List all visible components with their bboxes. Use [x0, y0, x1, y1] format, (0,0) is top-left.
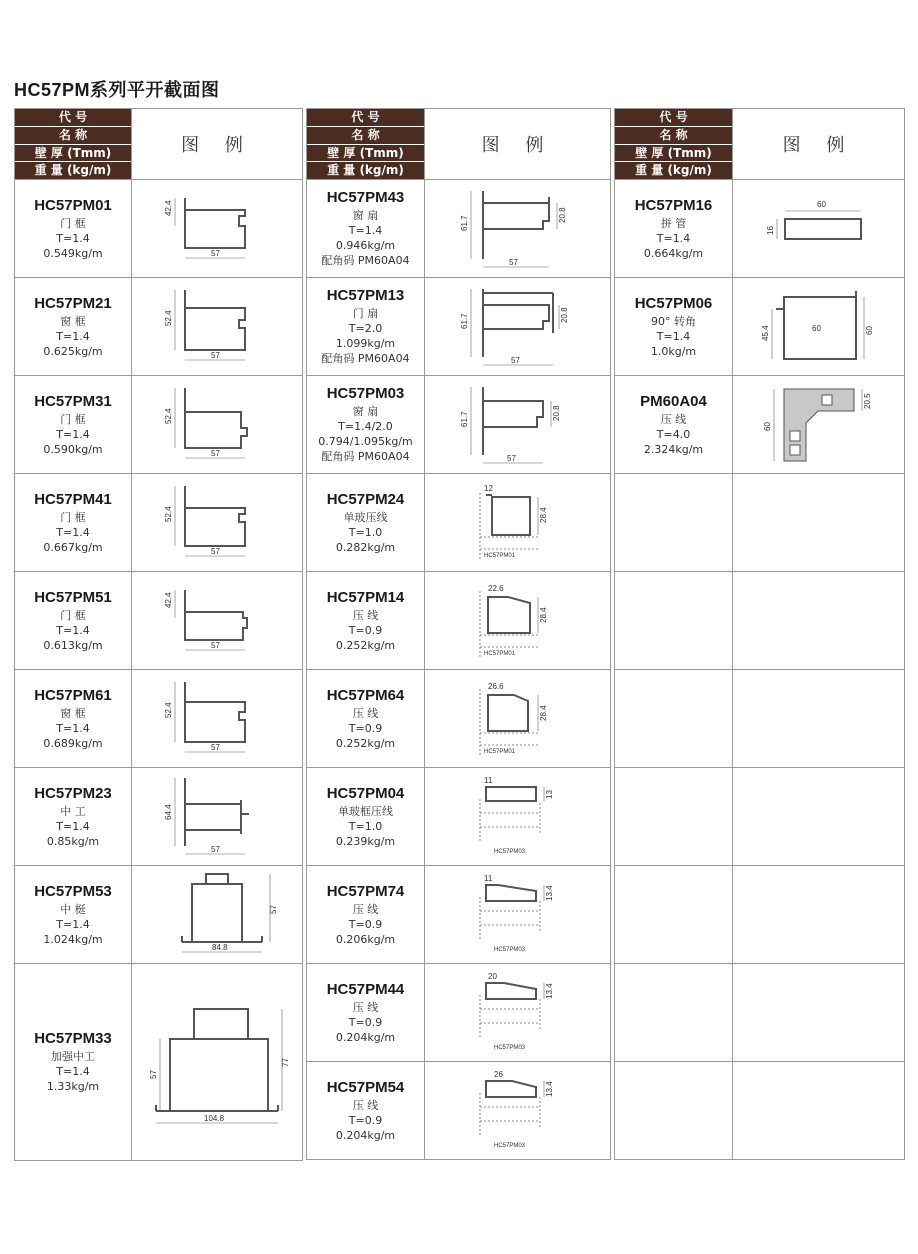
- profile-weight: 0.206kg/m: [335, 932, 396, 946]
- profile-thickness: T=1.4: [656, 231, 691, 245]
- dim-bead-height: 13.4: [544, 884, 554, 901]
- profile-weight: 0.689kg/m: [43, 736, 103, 750]
- reference-profile: HC57PM03: [493, 1142, 525, 1149]
- profile-info: [615, 180, 733, 278]
- empty-row: [615, 964, 905, 1062]
- profile-figure: [132, 866, 303, 964]
- dim-bead-height: 28.4: [538, 704, 548, 721]
- dim-width: 60: [816, 199, 826, 209]
- profile-figure: [132, 964, 303, 1161]
- dim-height: 57: [269, 904, 278, 914]
- profile-info: [15, 964, 132, 1161]
- profile-figure: [132, 180, 303, 278]
- profile-name: 门 框: [60, 216, 86, 230]
- profile-info: [15, 180, 132, 278]
- header-label-stack: [15, 109, 132, 180]
- profile-name: 拼 管: [660, 216, 687, 230]
- profile-figure: [733, 278, 905, 376]
- profile-name: 窗 框: [60, 706, 86, 720]
- profile-thickness: T=1.0: [348, 525, 383, 539]
- header-weight: 重 量 (kg/m): [615, 162, 732, 179]
- profile-drawing: [157, 284, 277, 370]
- profile-info: [307, 474, 425, 572]
- profile-figure: [132, 474, 303, 572]
- profile-name: 门 扇: [352, 307, 379, 320]
- profile-code: HC57PM41: [34, 490, 112, 508]
- page-title: HC57PM系列平开截面图: [14, 80, 220, 100]
- profile-info: [307, 1062, 425, 1160]
- header-weight: 重 量 (kg/m): [307, 162, 424, 179]
- profile-figure: [425, 376, 611, 474]
- profile-code: HC57PM51: [34, 588, 112, 606]
- profile-weight: 1.024kg/m: [43, 932, 103, 946]
- dim-height: 42.4: [164, 591, 173, 608]
- profile-thickness: T=1.0: [348, 819, 383, 833]
- profile-info: [15, 670, 132, 768]
- profile-drawing: [152, 870, 282, 960]
- profile-figure: [425, 670, 611, 768]
- header-thickness: 壁 厚 (Tmm): [307, 145, 424, 163]
- profile-drawing: [458, 773, 578, 861]
- profile-info: [307, 376, 425, 474]
- profile-weight: 0.664kg/m: [643, 246, 704, 260]
- dim-bead-width: 22.6: [487, 583, 504, 593]
- dim-height: 52.4: [164, 407, 173, 424]
- profile-code: HC57PM64: [326, 686, 405, 704]
- catalog-column-1: [14, 108, 303, 1161]
- dim-flange: 20.5: [862, 392, 872, 409]
- profile-code: HC57PM03: [326, 385, 405, 402]
- profile-thickness: T=1.4/2.0: [338, 420, 393, 433]
- profile-figure: [425, 866, 611, 964]
- profile-drawing: [453, 283, 583, 371]
- profile-figure: [733, 376, 905, 474]
- profile-code: HC57PM74: [326, 882, 405, 900]
- profile-weight: 0.667kg/m: [43, 540, 103, 554]
- profile-weight: 0.239kg/m: [335, 834, 396, 848]
- profile-drawing: [142, 987, 292, 1137]
- profile-info: [15, 866, 132, 964]
- profile-name: 压 线: [352, 1098, 379, 1112]
- header-name: 名 称: [615, 127, 732, 145]
- profile-info: [307, 670, 425, 768]
- header-figure: 图 例: [733, 109, 905, 180]
- dim-height-total: 77: [281, 1058, 290, 1067]
- profile-corner-key: 配角码 PM60A04: [321, 352, 410, 365]
- profile-info: [307, 866, 425, 964]
- profile-code: HC57PM01: [34, 196, 112, 214]
- profile-code: PM60A04: [640, 392, 707, 410]
- profile-name: 压 线: [660, 412, 687, 426]
- dim-bead-height: 13.4: [544, 982, 554, 999]
- profile-figure: [132, 278, 303, 376]
- profile-code: HC57PM16: [634, 196, 713, 214]
- profile-code: HC57PM33: [34, 1030, 112, 1047]
- dim-bead-width: 26.6: [487, 681, 504, 691]
- profile-code: HC57PM06: [634, 294, 713, 312]
- profile-corner-key: 配角码 PM60A04: [321, 450, 410, 463]
- profile-code: HC57PM24: [326, 490, 405, 508]
- profile-figure: [425, 964, 611, 1062]
- profile-figure: [425, 572, 611, 670]
- profile-info: [15, 768, 132, 866]
- profile-drawing: [458, 577, 578, 665]
- header-code: 代 号: [615, 109, 732, 127]
- profile-thickness: T=0.9: [348, 1015, 383, 1029]
- dim-bead-height: 13: [544, 789, 554, 799]
- profile-thickness: T=1.4: [56, 525, 90, 539]
- profile-thickness: T=1.4: [56, 721, 90, 735]
- profile-drawing: [754, 381, 884, 469]
- profile-drawing: [157, 774, 277, 860]
- profile-code: HC57PM21: [34, 294, 112, 312]
- profile-thickness: T=1.4: [56, 917, 90, 931]
- profile-name: 90° 转角: [651, 314, 696, 328]
- dim-height: 61.7: [459, 312, 469, 329]
- profile-name: 门 框: [60, 608, 86, 622]
- profile-weight: 0.252kg/m: [335, 736, 396, 750]
- profile-info: [307, 964, 425, 1062]
- dim-height: 52.4: [164, 505, 173, 522]
- profile-figure: [132, 768, 303, 866]
- profile-code: HC57PM14: [326, 588, 405, 606]
- header-thickness: 壁 厚 (Tmm): [15, 145, 131, 163]
- dim-height: 61.7: [459, 410, 469, 427]
- dim-width: 60: [811, 323, 821, 333]
- profile-info: [15, 278, 132, 376]
- profile-name: 窗 框: [60, 314, 86, 328]
- reference-profile: HC57PM01: [483, 748, 515, 755]
- profile-thickness: T=1.4: [56, 623, 90, 637]
- empty-row: [615, 1062, 905, 1160]
- profile-drawing: [458, 969, 578, 1057]
- profile-name: 中 工: [60, 804, 86, 818]
- profile-figure: [425, 1062, 611, 1160]
- profile-drawing: [157, 578, 277, 664]
- profile-thickness: T=0.9: [348, 1113, 383, 1127]
- profile-thickness: T=2.0: [348, 322, 383, 335]
- profile-drawing: [458, 479, 578, 567]
- empty-row: [615, 768, 905, 866]
- profile-thickness: T=1.4: [656, 329, 691, 343]
- header-code: 代 号: [307, 109, 424, 127]
- dim-bead-width: 12: [483, 483, 493, 493]
- profile-weight: 0.946kg/m: [335, 239, 396, 252]
- profile-info: [615, 376, 733, 474]
- profile-figure: [425, 474, 611, 572]
- profile-info: [307, 180, 425, 278]
- reference-profile: HC57PM03: [493, 946, 525, 953]
- profile-weight: 0.794/1.095kg/m: [318, 435, 413, 448]
- header-label-stack: [615, 109, 733, 180]
- dim-width: 57: [506, 453, 516, 463]
- profile-name: 加强中工: [51, 1050, 95, 1063]
- profile-weight: 1.099kg/m: [335, 337, 396, 350]
- reference-profile: HC57PM01: [483, 650, 515, 657]
- profile-code: HC57PM61: [34, 686, 112, 704]
- profile-weight: 0.204kg/m: [335, 1128, 396, 1142]
- dim-width: 57: [211, 350, 220, 360]
- profile-drawing: [453, 381, 583, 469]
- catalog-column-3: [614, 108, 905, 1160]
- profile-code: HC57PM13: [326, 287, 405, 304]
- profile-name: 压 线: [352, 902, 379, 916]
- profile-drawing: [453, 185, 583, 273]
- profile-code: HC57PM04: [326, 784, 405, 802]
- profile-name: 单玻压线: [343, 510, 388, 524]
- profile-name: 压 线: [352, 1000, 379, 1014]
- dim-width: 57: [211, 248, 220, 258]
- profile-thickness: T=0.9: [348, 623, 383, 637]
- dim-height: 42.4: [164, 199, 173, 216]
- dim-height: 60: [762, 421, 772, 431]
- dim-width: 57: [211, 742, 220, 752]
- profile-info: [307, 278, 425, 376]
- profile-weight: 0.625kg/m: [43, 344, 103, 358]
- profile-name: 窗 扇: [352, 405, 379, 418]
- empty-row: [615, 474, 905, 572]
- dim-height: 52.4: [164, 701, 173, 718]
- profile-thickness: T=1.4: [56, 1065, 90, 1078]
- dim-width: 57: [211, 844, 220, 854]
- dim-width: 57: [211, 448, 220, 458]
- profile-code: HC57PM53: [34, 882, 112, 900]
- header-thickness: 壁 厚 (Tmm): [615, 145, 732, 163]
- dim-depth: 20.8: [557, 206, 567, 223]
- profile-code: HC57PM31: [34, 392, 112, 410]
- profile-info: [307, 768, 425, 866]
- dim-bead-width: 11: [483, 775, 492, 785]
- header-code: 代 号: [15, 109, 131, 127]
- profile-code: HC57PM43: [326, 189, 405, 206]
- profile-thickness: T=4.0: [656, 427, 691, 441]
- profile-thickness: T=0.9: [348, 917, 383, 931]
- profile-weight: 0.590kg/m: [43, 442, 103, 456]
- profile-drawing: [754, 283, 884, 371]
- profile-drawing: [458, 675, 578, 763]
- profile-weight: 0.204kg/m: [335, 1030, 396, 1044]
- dim-bead-height: 28.4: [538, 606, 548, 623]
- profile-drawing: [759, 189, 879, 269]
- dim-bead-width: 20: [487, 971, 497, 981]
- profile-figure: [132, 572, 303, 670]
- profile-corner-key: 配角码 PM60A04: [321, 254, 410, 267]
- dim-height: 61.7: [459, 214, 469, 231]
- dim-bead-width: 26: [493, 1069, 503, 1079]
- profile-drawing: [458, 1067, 578, 1155]
- empty-row: [615, 866, 905, 964]
- dim-height: 64.4: [164, 803, 173, 820]
- profile-weight: 1.33kg/m: [46, 1080, 100, 1093]
- dim-height: 16: [765, 225, 775, 235]
- profile-info: [615, 278, 733, 376]
- catalog-column-2: [306, 108, 611, 1160]
- profile-weight: 2.324kg/m: [643, 442, 704, 456]
- dim-side: 60: [864, 325, 874, 335]
- profile-figure: [425, 768, 611, 866]
- profile-weight: 0.85kg/m: [46, 834, 100, 848]
- header-weight: 重 量 (kg/m): [15, 162, 131, 179]
- profile-info: [307, 572, 425, 670]
- profile-figure: [132, 376, 303, 474]
- profile-figure: [132, 670, 303, 768]
- reference-profile: HC57PM03: [493, 848, 525, 855]
- empty-row: [615, 572, 905, 670]
- profile-code: HC57PM44: [326, 980, 405, 998]
- profile-thickness: T=1.4: [348, 224, 383, 237]
- dim-width: 57: [508, 257, 518, 267]
- profile-drawing: [157, 186, 277, 272]
- dim-depth: 20.8: [551, 404, 561, 421]
- profile-thickness: T=1.4: [56, 819, 90, 833]
- profile-name: 门 框: [60, 510, 86, 524]
- profile-figure: [425, 278, 611, 376]
- header-name: 名 称: [15, 127, 131, 145]
- dim-bead-height: 28.4: [538, 506, 548, 523]
- dim-height: 45.4: [760, 324, 770, 341]
- profile-figure: [425, 180, 611, 278]
- dim-bead-width: 11: [483, 873, 492, 883]
- dim-width: 57: [510, 355, 520, 365]
- dim-bead-height: 13.4: [544, 1080, 554, 1097]
- reference-profile: HC57PM03: [493, 1044, 525, 1051]
- header-label-stack: [307, 109, 425, 180]
- header-name: 名 称: [307, 127, 424, 145]
- profile-name: 压 线: [352, 608, 379, 622]
- profile-drawing: [157, 382, 277, 468]
- profile-weight: 0.282kg/m: [335, 540, 396, 554]
- header-figure: 图 例: [425, 109, 611, 180]
- reference-profile: HC57PM01: [483, 552, 515, 559]
- dim-width: 57: [211, 546, 220, 556]
- profile-drawing: [157, 480, 277, 566]
- profile-thickness: T=0.9: [348, 721, 383, 735]
- profile-weight: 1.0kg/m: [650, 344, 697, 358]
- profile-weight: 0.252kg/m: [335, 638, 396, 652]
- dim-width: 57: [211, 640, 220, 650]
- dim-height: 57: [149, 1070, 158, 1079]
- profile-name: 单玻框压线: [338, 804, 393, 818]
- header-figure: 图 例: [132, 109, 303, 180]
- profile-code: HC57PM23: [34, 784, 112, 802]
- profile-code: HC57PM54: [326, 1078, 405, 1096]
- profile-thickness: T=1.4: [56, 427, 90, 441]
- profile-figure: [733, 180, 905, 278]
- profile-name: 窗 扇: [352, 209, 379, 222]
- profile-drawing: [157, 676, 277, 762]
- profile-drawing: [458, 871, 578, 959]
- profile-weight: 0.549kg/m: [43, 246, 103, 260]
- dim-height: 52.4: [164, 309, 173, 326]
- profile-info: [15, 572, 132, 670]
- profile-name: 中 梃: [60, 902, 86, 916]
- profile-info: [15, 474, 132, 572]
- profile-name: 压 线: [352, 706, 379, 720]
- dim-width: 104.8: [204, 1114, 225, 1123]
- dim-depth: 20.8: [559, 306, 569, 323]
- dim-width: 84.8: [212, 942, 228, 952]
- empty-row: [615, 670, 905, 768]
- profile-weight: 0.613kg/m: [43, 638, 103, 652]
- profile-name: 门 框: [60, 412, 86, 426]
- profile-thickness: T=1.4: [56, 231, 90, 245]
- profile-thickness: T=1.4: [56, 329, 90, 343]
- profile-info: [15, 376, 132, 474]
